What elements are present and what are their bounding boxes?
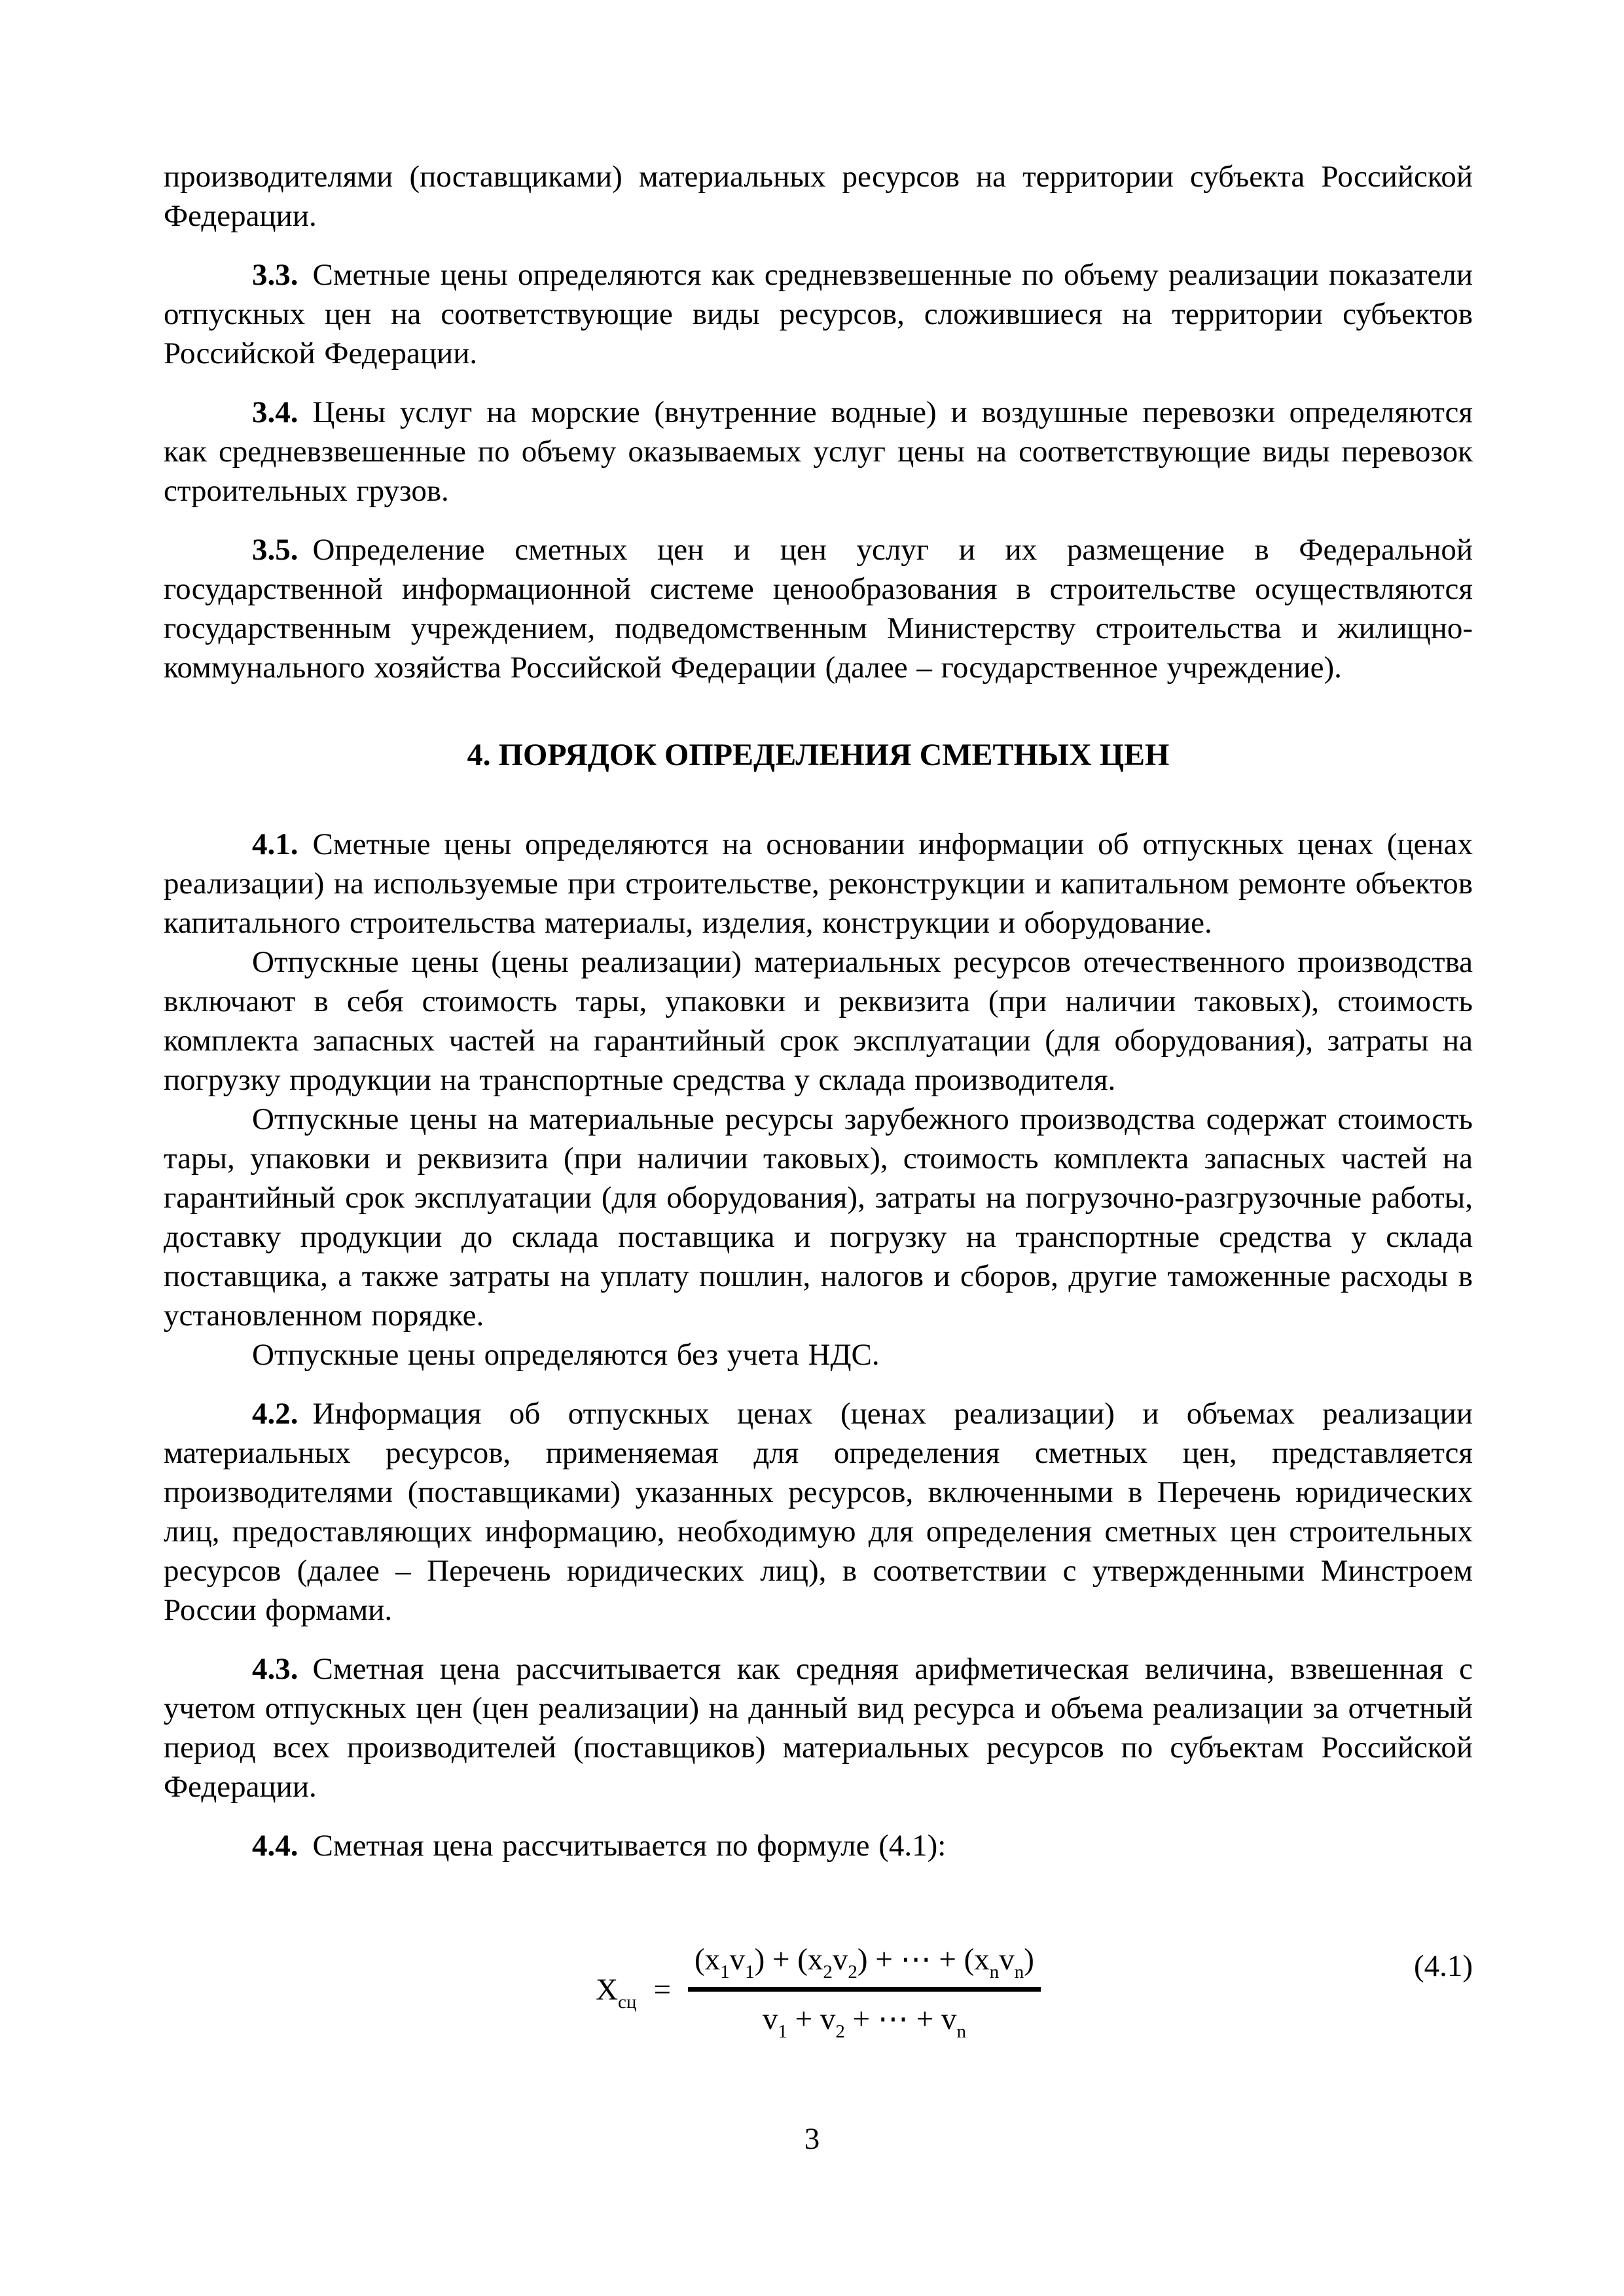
paragraph-4-4 — [164, 1826, 1473, 1865]
formula-equals: = — [653, 1972, 671, 2007]
paragraph-4-2 — [164, 1394, 1473, 1630]
paragraph-4-1 — [164, 825, 1473, 942]
paragraph-number: 4.2. — [252, 1397, 298, 1431]
paragraph-number: 3.5. — [252, 533, 298, 567]
formula-denominator: $v_1 + v_2$ + ⋯ + $v_n$ — [688, 1987, 1041, 2040]
formula-numerator: $(x_1v_1) + (x_2v_2)$ + ⋯ + $(x_nv_n)$ — [694, 1943, 1034, 1982]
paragraph-continuation — [164, 157, 1473, 236]
formula-label: (4.1) — [1413, 1949, 1473, 1983]
paragraph-text: Цены услуг на морские (внутренние водные) и воздушные перевозки определяются как средневзвешенные по объему оказываемых услуг цены на соответствующие виды перевозок строительных грузов. — [164, 395, 1473, 508]
paragraph-text: Сметная цена рассчитывается как средняя арифметическая величина, взвешенная с учетом отпускных цен (цен реализации) на данный вид ресурса и объема реализации за отчетный период всех производителей (поставщиков) материальных ресурсов по субъектам Российской Федерации. — [164, 1652, 1473, 1804]
paragraph-3-4 — [164, 393, 1473, 511]
paragraph-text: Сметные цены определяются как средневзвешенные по объему реализации показатели отпускных цен на соответствующие виды ресурсов, сложившиеся на территории субъектов Российской Федерации. — [164, 258, 1473, 370]
paragraph-body — [164, 1335, 1473, 1374]
formula-lhs: $Х_{сц}$ — [596, 1972, 637, 2013]
paragraph-text: Отпускные цены (цены реализации) материальных ресурсов отечественного производства включают в себя стоимость тары, упаковки и реквизита (при наличии таковых), стоимость комплекта запасных частей на гарантийный срок эксплуатации (для оборудования), затраты на погрузку продукции на транспортные средства у склада производителя. — [164, 945, 1473, 1097]
paragraph-4-3 — [164, 1649, 1473, 1806]
paragraph-text: Отпускные цены на материальные ресурсы зарубежного производства содержат стоимость тары, упаковки и реквизита (при наличии таковых), стоимость комплекта запасных частей на гарантийный срок эксплуатации (для оборудования), затраты на погрузочно-разгрузочные работы, доставку продукции до склада поставщика и погрузку на транспортные средства у склада поставщика, а также затраты на уплату пошлин, налогов и сборов, другие таможенные расходы в установленном порядке. — [164, 1102, 1473, 1333]
paragraph-text: Сметные цены определяются на основании информации об отпускных ценах (ценах реализации) на используемые при строительстве, реконструкции и капитальном ремонте объектов капитального строительства материалы, изделия, конструкции и оборудование. — [164, 827, 1473, 940]
section-heading: 4. ПОРЯДОК ОПРЕДЕЛЕНИЯ СМЕТНЫХ ЦЕН — [467, 738, 1170, 772]
paragraph-body — [164, 1100, 1473, 1335]
paragraph-number: 3.3. — [252, 258, 298, 292]
formula-lhs-subscript: сц — [618, 1991, 637, 2013]
paragraph-body — [164, 942, 1473, 1100]
paragraph-text: производителями (поставщиками) материальных ресурсов на территории субъекта Российской Федерации. — [164, 160, 1473, 233]
paragraph-3-5 — [164, 530, 1473, 687]
paragraph-number: 4.1. — [252, 827, 298, 861]
page-number: 3 — [804, 2122, 820, 2156]
paragraph-3-3 — [164, 255, 1473, 373]
paragraph-number: 4.4. — [252, 1829, 298, 1863]
paragraph-text: Информация об отпускных ценах (ценах реализации) и объемах реализации материальных ресурсов, применяемая для определения сметных цен, представляется производителями (поставщиками) указанных ресурсов, включенными в Перечень юридических лиц, предоставляющих информацию, необходимую для определения сметных цен строительных ресурсов (далее – Перечень юридических лиц), в соответствии с утвержденными Минстроем России формами. — [164, 1397, 1473, 1627]
paragraph-number: 3.4. — [252, 395, 298, 429]
paragraph-text: Определение сметных цен и цен услуг и их размещение в Федеральной государственной информационной системе ценообразования в строительстве осуществляются государственным учреждением, подведомственным Министерству строительства и жилищно-коммунального хозяйства Российской Федерации (далее – государственное учреждение). — [164, 533, 1473, 685]
formula — [164, 1939, 1473, 2040]
paragraph-number: 4.3. — [252, 1652, 298, 1686]
paragraph-text: Отпускные цены определяются без учета НДС. — [252, 1338, 880, 1372]
formula-fraction — [688, 1939, 1041, 2040]
paragraph-text: Сметная цена рассчитывается по формуле (4.1): — [312, 1829, 947, 1863]
